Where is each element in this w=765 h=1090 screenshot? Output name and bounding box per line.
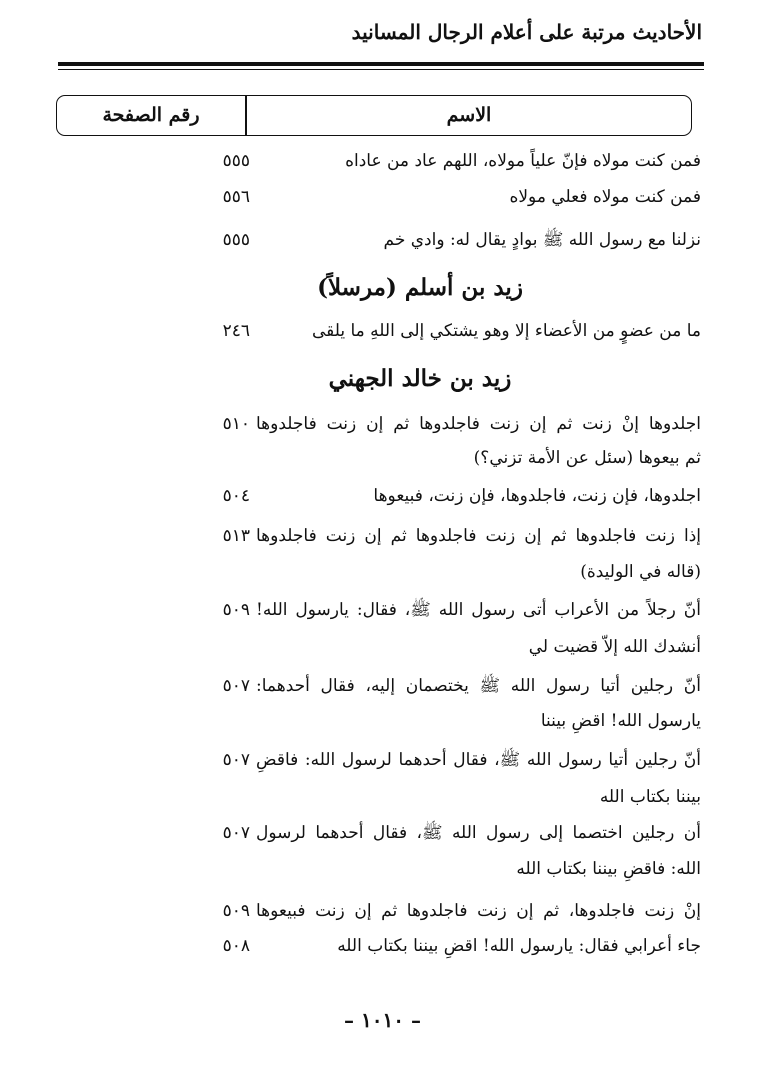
page-column-header: رقم الصفحة <box>102 104 200 126</box>
index-row <box>0 482 765 510</box>
page-ref: ٥٠٧ <box>222 750 250 770</box>
page-ref: ٥٠٨ <box>222 936 250 956</box>
hadith-text: إنْ زنت فاجلدوها، ثم إن زنت فاجلدوها ثم إن زنت فبيعوها <box>256 901 701 921</box>
hadith-text: يارسول الله! اقضِ بيننا <box>540 711 701 731</box>
hadith-text: (قاله في الوليدة) <box>580 562 701 582</box>
index-row <box>0 897 765 925</box>
page-ref: ٥٠٧ <box>222 823 250 843</box>
page-ref: ٥٠٧ <box>222 676 250 696</box>
hadith-text: أنّ رجلين أتيا رسول الله ﷺ، فقال أحدهما لرسول الله: فاقضِ <box>256 750 701 770</box>
index-row <box>0 746 765 774</box>
index-row <box>0 444 765 472</box>
hadith-text: أنشدك الله إلاّ قضيت لي <box>528 637 701 657</box>
index-row <box>0 819 765 847</box>
index-row <box>0 596 765 624</box>
page-ref: ٥٠٩ <box>222 901 250 921</box>
hadith-text: أنّ رجلاً من الأعراب أتى رسول الله ﷺ، فقال: يارسول الله! <box>256 600 701 620</box>
index-row <box>0 672 765 700</box>
page-number: – ١٠١٠ – <box>344 1008 421 1032</box>
hadith-text: بيننا بكتاب الله <box>599 787 701 807</box>
running-header: الأحاديث مرتبة على أعلام الرجال المسانيد <box>351 20 702 44</box>
hadith-text: اجلدوها إنْ زنت ثم إن زنت فاجلدوها ثم إن زنت فاجلدوها <box>256 414 701 434</box>
index-row <box>0 147 765 175</box>
table-header <box>56 95 692 136</box>
index-row <box>0 410 765 438</box>
page-ref: ٥٥٥ <box>222 230 250 250</box>
page-ref: ٥٥٥ <box>222 151 250 171</box>
hadith-text: جاء أعرابي فقال: يارسول الله! اقضِ بيننا بكتاب الله <box>337 936 701 956</box>
index-row <box>0 633 765 661</box>
hadith-text: أن رجلين اختصما إلى رسول الله ﷺ، فقال أحدهما لرسول <box>256 823 701 843</box>
header-rule <box>58 62 704 66</box>
name-column-header: الاسم <box>446 104 492 126</box>
hadith-text: الله: فاقضِ بيننا بكتاب الله <box>516 859 701 879</box>
page-ref: ٥١٣ <box>222 526 250 546</box>
index-row <box>0 183 765 211</box>
page-ref: ٢٤٦ <box>222 321 250 341</box>
index-row <box>0 932 765 960</box>
index-row <box>0 558 765 586</box>
index-row <box>0 855 765 883</box>
page-ref: ٥٠٤ <box>222 486 250 506</box>
page-ref: ٥١٠ <box>222 414 250 434</box>
index-row <box>0 783 765 811</box>
hadith-text: فمن كنت مولاه فإنّ علياً مولاه، اللهم عاد من عاداه <box>345 151 701 171</box>
hadith-text: اجلدوها، فإن زنت، فاجلدوها، فإن زنت، فبيعوها <box>373 486 701 506</box>
page-ref: ٥٥٦ <box>222 187 250 207</box>
index-row <box>0 707 765 735</box>
hadith-text: نزلنا مع رسول الله ﷺ بوادٍ يقال له: وادي خم <box>383 230 701 250</box>
hadith-text: فمن كنت مولاه فعلي مولاه <box>509 187 701 207</box>
hadith-text: ثم بيعوها (سئل عن الأمة تزني؟) <box>473 448 701 468</box>
hadith-text: إذا زنت فاجلدوها ثم إن زنت فاجلدوها ثم إن زنت فاجلدوها <box>256 526 701 546</box>
hadith-text: ما من عضوٍ من الأعضاء إلا وهو يشتكي إلى اللهِ ما يلقى <box>311 321 701 341</box>
hadith-text: أنّ رجلين أتيا رسول الله ﷺ يختصمان إليه، فقال أحدهما: <box>256 676 701 696</box>
index-row <box>0 522 765 550</box>
index-row <box>0 226 765 254</box>
narrator-heading: زيد بن أسلم (مرسلاً) <box>317 274 523 301</box>
page-ref: ٥٠٩ <box>222 600 250 620</box>
header-rule-thin <box>58 69 704 70</box>
narrator-heading: زيد بن خالد الجهني <box>328 365 512 392</box>
index-row <box>0 317 765 345</box>
